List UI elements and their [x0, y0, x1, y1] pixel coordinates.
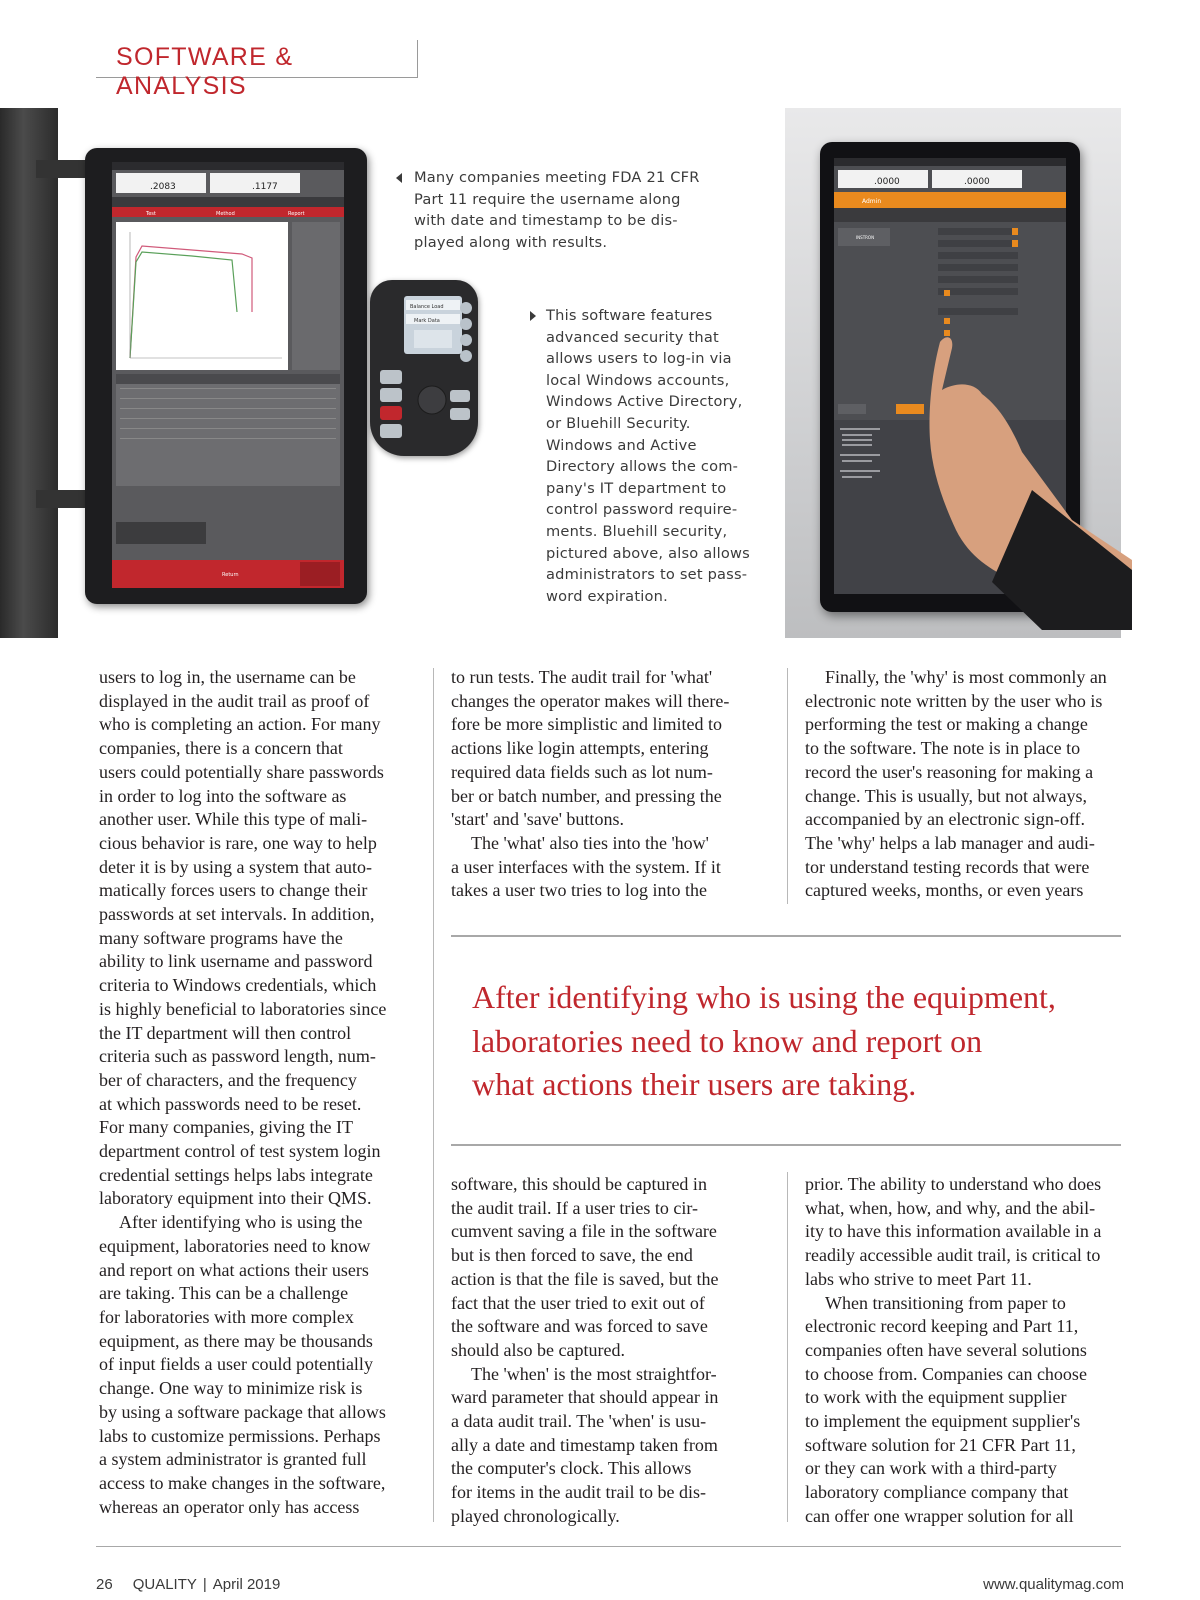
text-line: labs who strive to meet Part 11.: [805, 1268, 1032, 1289]
text-line: the audit trail. If a user tries to cir-: [451, 1197, 699, 1218]
caption-line: Many companies meeting FDA 21 CFR: [414, 169, 700, 186]
pull-quote-line: laboratories need to know and report on: [472, 1022, 983, 1059]
text-line: for items in the audit trail to be dis-: [451, 1482, 706, 1503]
caption-line: or Bluehill Security.: [546, 414, 691, 432]
text-line: criteria to Windows credentials, which: [99, 975, 377, 996]
text-line: to run tests. The audit trail for 'what': [451, 667, 713, 687]
text-line: equipment, laboratories need to know: [99, 1235, 371, 1256]
text-line: Finally, the 'why' is most commonly an: [825, 667, 1107, 687]
pointing-hand-photo: [912, 320, 1132, 630]
caption-line: Windows and Active: [546, 436, 697, 454]
text-line: what, when, how, and why, and the abil-: [805, 1197, 1096, 1218]
text-line: but is then forced to save, the end: [451, 1245, 693, 1266]
text-line: companies often have several solutions: [805, 1339, 1087, 1360]
text-line: department control of test system login: [99, 1141, 381, 1162]
text-line: credential settings helps labs integrate: [99, 1164, 373, 1185]
text-line: laboratory equipment into their QMS.: [99, 1188, 372, 1209]
handset-line2: Mark Data: [414, 318, 440, 324]
pullquote-rule-top: [451, 935, 1121, 937]
column-divider: [787, 668, 788, 904]
text-line: ally a date and timestamp taken from: [451, 1434, 718, 1455]
caption-line: advanced security that: [546, 328, 719, 346]
test-frame-column: [0, 108, 58, 638]
return-button-label: Return: [222, 572, 239, 578]
text-line: users to log in, the username can be: [99, 667, 356, 687]
footer-rule: [96, 1546, 1121, 1547]
text-line: are taking. This can be a challenge: [99, 1283, 349, 1304]
text-line: prior. The ability to understand who does: [805, 1174, 1102, 1194]
caption-line: This software features: [546, 307, 713, 324]
bluehill-test-screen: [112, 162, 344, 588]
text-line: change. This is usually, but not always,: [805, 785, 1087, 806]
text-line: readily accessible audit trail, is critical to: [805, 1245, 1101, 1266]
text-line: takes a user two tries to log into the: [451, 880, 707, 901]
handset-buttons: [370, 290, 480, 460]
text-line: captured weeks, months, or even years: [805, 880, 1084, 901]
caption-line: administrators to set pass-: [546, 566, 748, 584]
admin-user-label: INSTRON: [856, 235, 875, 240]
section-header: [96, 40, 418, 100]
text-line: laboratory compliance company that: [805, 1482, 1069, 1503]
tab-report: Report: [288, 211, 305, 217]
text-line: ability to link username and password: [99, 951, 373, 972]
text-line: matically forces users to change their: [99, 880, 368, 901]
tab-method: Method: [216, 211, 235, 217]
text-line: accompanied by an electronic sign-off.: [805, 809, 1086, 830]
text-line: can offer one wrapper solution for all: [805, 1505, 1074, 1526]
displacement-readout: .2083: [150, 182, 176, 192]
caption-line: pictured above, also allows: [546, 544, 750, 562]
text-line: to choose from. Companies can choose: [805, 1363, 1087, 1384]
text-line: software solution for 21 CFR Part 11,: [805, 1434, 1076, 1455]
text-line: fore be more simplistic and limited to: [451, 714, 722, 735]
text-line: to implement the equipment supplier's: [805, 1411, 1081, 1432]
article-column-3-top: [805, 666, 1121, 903]
text-line: After identifying who is using the: [119, 1212, 363, 1233]
pull-quote-line: what actions their users are taking.: [472, 1066, 917, 1102]
text-line: a data audit trail. The 'when' is usu-: [451, 1411, 707, 1432]
text-line: a user interfaces with the system. If it: [451, 856, 721, 877]
text-line: should also be captured.: [451, 1339, 625, 1360]
text-line: performing the test or making a change: [805, 714, 1088, 735]
text-line: many software programs have the: [99, 927, 343, 948]
column-divider: [433, 668, 434, 904]
footer-separator: |: [202, 1576, 207, 1593]
text-line: change. One way to minimize risk is: [99, 1378, 363, 1399]
text-line: of input fields a user could potentially: [99, 1354, 373, 1375]
force-readout: .1177: [252, 182, 278, 192]
text-line: and report on what actions their users: [99, 1259, 369, 1280]
text-line: deter it is by using a system that auto-: [99, 856, 372, 877]
handset-line1: Balance Load: [410, 304, 444, 310]
text-line: access to make changes in the software,: [99, 1472, 386, 1493]
text-line: another user. While this type of mali-: [99, 809, 368, 830]
text-line: ward parameter that should appear in: [451, 1387, 719, 1408]
article-column-2-bottom: [451, 1173, 767, 1529]
admin-panel-title: Admin: [862, 198, 882, 205]
text-line: required data fields such as lot num-: [451, 761, 713, 782]
text-line: tor understand testing records that were: [805, 856, 1090, 877]
caption-line: Part 11 require the username along: [414, 190, 681, 208]
text-line: software, this should be captured in: [451, 1174, 707, 1194]
text-line: The 'what' also ties into the 'how': [471, 832, 709, 853]
pull-quote-line: After identifying who is using the equipment,: [472, 979, 1056, 1015]
caption-line: ments. Bluehill security,: [546, 522, 728, 540]
text-line: record the user's reasoning for making a: [805, 761, 1094, 782]
text-line: The 'when' is the most straightfor-: [471, 1363, 717, 1384]
text-line: at which passwords need to be reset.: [99, 1093, 362, 1114]
text-line: labs to customize permissions. Perhaps: [99, 1425, 381, 1446]
text-line: or they can work with a third-party: [805, 1458, 1057, 1479]
article-column-1: [99, 666, 415, 1519]
caption-line: Windows Active Directory,: [546, 393, 743, 411]
section-title: SOFTWARE & ANALYSIS: [116, 43, 294, 100]
pull-quote: [472, 976, 1112, 1107]
text-line: for laboratories with more complex: [99, 1306, 354, 1327]
caption-line: with date and timestamp to be dis-: [414, 212, 678, 230]
admin-force-readout: .0000: [964, 177, 990, 187]
column-divider: [787, 1172, 788, 1522]
text-line: ber of characters, and the frequency: [99, 1069, 357, 1090]
caption-line: allows users to log-in via: [546, 350, 732, 368]
text-line: played chronologically.: [451, 1505, 620, 1526]
column-divider: [433, 1172, 434, 1522]
caption-line: control password require-: [546, 501, 738, 519]
text-line: 'start' and 'save' buttons.: [451, 809, 624, 830]
magazine-name: QUALITY: [132, 1576, 197, 1593]
caption-line: local Windows accounts,: [546, 371, 730, 389]
text-line: action is that the file is saved, but the: [451, 1268, 719, 1289]
text-line: a system administrator is granted full: [99, 1449, 367, 1470]
article-column-2-top: [451, 666, 767, 903]
text-line: cious behavior is rare, one way to help: [99, 832, 377, 853]
caption-line: pany's IT department to: [546, 479, 727, 497]
text-line: who is completing an action. For many: [99, 714, 381, 735]
text-line: ity to have this information available in a: [805, 1221, 1102, 1242]
text-line: electronic note written by the user who is: [805, 690, 1103, 711]
text-line: electronic record keeping and Part 11,: [805, 1316, 1079, 1337]
text-line: displayed in the audit trail as proof of: [99, 690, 370, 711]
text-line: For many companies, giving the IT: [99, 1117, 353, 1138]
text-line: cumvent saving a file in the software: [451, 1221, 717, 1242]
caption-line: word expiration.: [546, 587, 668, 605]
text-line: users could potentially share passwords: [99, 761, 384, 782]
page-number: 26: [96, 1576, 113, 1593]
text-line: to the software. The note is in place to: [805, 738, 1081, 759]
page-footer-left: [96, 1576, 280, 1593]
admin-displacement-readout: .0000: [874, 177, 900, 187]
test-screen-graphic: [112, 162, 344, 588]
text-line: the IT department will then control: [99, 1022, 352, 1043]
text-line: fact that the user tried to exit out of: [451, 1292, 705, 1313]
text-line: in order to log into the software as: [99, 785, 347, 806]
text-line: the computer's clock. This allows: [451, 1458, 692, 1479]
text-line: is highly beneficial to laboratories since: [99, 998, 387, 1019]
text-line: companies, there is a concern that: [99, 738, 343, 759]
text-line: The 'why' helps a lab manager and audi-: [805, 832, 1095, 853]
caption-arrow-right-icon: [530, 311, 536, 321]
photo-caption-right: [546, 305, 776, 607]
text-line: whereas an operator only has access: [99, 1496, 360, 1517]
pullquote-rule-bottom: [451, 1144, 1121, 1146]
text-line: criteria such as password length, num-: [99, 1046, 376, 1067]
text-line: the software and was forced to save: [451, 1316, 708, 1337]
text-line: to work with the equipment supplier: [805, 1387, 1067, 1408]
text-line: When transitioning from paper to: [825, 1292, 1066, 1313]
text-line: passwords at set intervals. In addition,: [99, 904, 375, 925]
photo-caption-left: [414, 167, 734, 253]
caption-line: played along with results.: [414, 233, 608, 251]
text-line: changes the operator makes will there-: [451, 690, 730, 711]
article-column-3-bottom: [805, 1173, 1121, 1529]
tab-test: Test: [146, 211, 156, 217]
website-link[interactable]: www.qualitymag.com: [983, 1576, 1124, 1593]
text-line: ber or batch number, and pressing the: [451, 785, 722, 806]
caption-arrow-left-icon: [396, 173, 402, 183]
text-line: equipment, as there may be thousands: [99, 1330, 373, 1351]
caption-line: Directory allows the com-: [546, 458, 739, 476]
text-line: by using a software package that allows: [99, 1401, 386, 1422]
issue-date: April 2019: [212, 1576, 281, 1593]
text-line: actions like login attempts, entering: [451, 738, 709, 759]
